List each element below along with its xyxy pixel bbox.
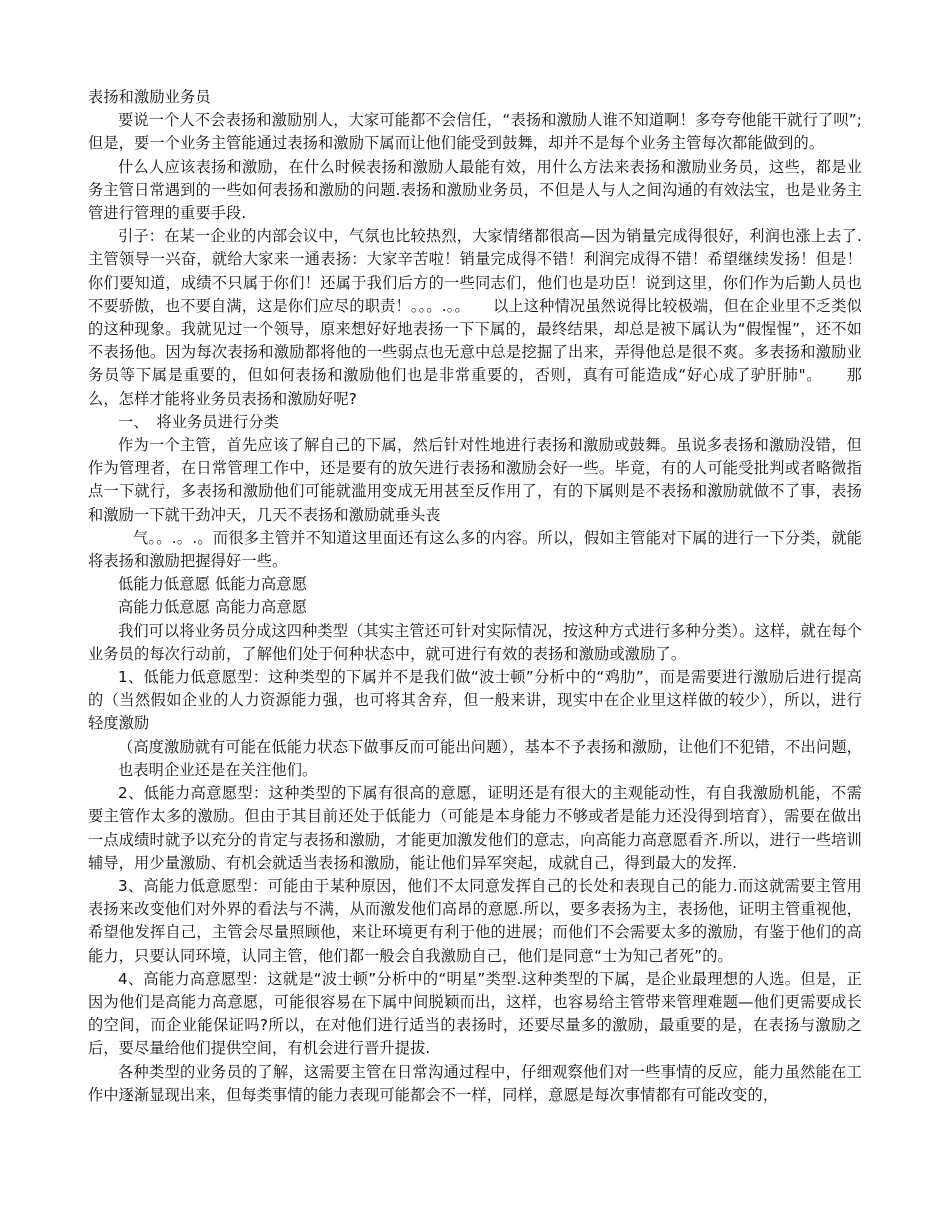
matrix-row-low-ability: 低能力低意愿 低能力高意愿	[118, 575, 308, 594]
paragraph-type-1: 1、低能力低意愿型：这种类型的下属并不是我们做“波士顿”分析中的“鸡肋”，而是需要进行激励后进行提高的（当然假如企业的人力资源能力强，也可将其舍弃，但一般来讲，现实中在企业里这样做的较少），所以，进行轻度激励	[88, 668, 862, 733]
paragraph-purpose: 什么人应该表扬和激励，在什么时候表扬和激励人最能有效，用什么方法来表扬和激励业务员，这些，都是业务主管日常遇到的一些如何表扬和激励的问题.表扬和激励业务员，不但是人与人之间沟通的有效法宝，也是业务主管进行管理的重要手段.	[88, 157, 862, 223]
section-heading-classify: 一、 将业务员进行分类	[118, 412, 280, 431]
matrix-row-high-ability: 高能力低意愿 高能力高意愿	[118, 598, 308, 617]
paragraph-four-types: 我们可以将业务员分成这四种类型（其实主管还可针对实际情况，按这种方式进行多种分类）。这样，就在每个业务员的每次行动前，了解他们处于何种状态中，就可进行有效的表扬和激励或激励了。	[88, 621, 862, 663]
document-body	[88, 86, 862, 1107]
paragraph-classify-continued: 气。。.。.。而很多主管并不知道这里面还有这么多的内容。所以，假如主管能对下属的进行一下分类，就能将表扬和激励把握得好一些。	[88, 528, 862, 571]
document-title: 表扬和激励业务员	[88, 88, 211, 106]
paragraph-type-1-continued: （高度激励就有可能在低能力状态下做事反而可能出问题），基本不予表扬和激励，让他们不犯错，不出问题，也表明企业还是在关注他们。	[118, 737, 862, 779]
paragraph-intro: 要说一个人不会表扬和激励别人，大家可能都不会信任，“表扬和激励人谁不知道啊！多夸夸他能干就行了呗”;但是，要一个业务主管能通过表扬和激励下属而让他们能受到鼓舞，却并不是每个业务主管每次都能做到的。	[88, 111, 862, 153]
paragraph-anecdote: 引子：在某一企业的内部会议中，气氛也比较热烈，大家情绪都很高—因为销量完成得很好，利润也涨上去了.主管领导一兴奋，就给大家来一通表扬：大家辛苦啦！销量完成得不错！利润完成得不错！希望继续发扬！但是！你们要知道，成绩不只属于你们！还属于我们后方的一些同志们，他们也是功臣！说到这里，你们作为后勤人员也不要骄傲，也不要自满，这是你们应尽的职责！。。。.。。 以上这种情况虽然说得比较极端，但在企业里不乏类似的这种现象。我就见过一个领导，原来想好好地表扬一下下属的，最终结果，却总是被下属认为“假惺惺”，还不如不表扬他。因为每次表扬和激励都将他的一些弱点也无意中总是挖掘了出来，弄得他总是很不爽。多表扬和激励业务员等下属是重要的，但如何表扬和激励他们也是非常重要的，否则，真有可能造成“好心成了驴肝肺"。 那么，怎样才能将业务员表扬和激励好呢?	[88, 227, 862, 408]
paragraph-type-2: 2、低能力高意愿型：这种类型的下属有很高的意愿，证明还是有很大的主观能动性，有自我激励机能，不需要主管作太多的激励。但由于其目前还处于低能力（可能是本身能力不够或者是能力还没得到培育），需要在做出一点成绩时就予以充分的肯定与表扬和激励，才能更加激发他们的意志，向高能力高意愿看齐.所以，进行一些培训辅导，用少量激励、有机会就适当表扬和激励，能让他们异军突起，成就自己，得到最大的发挥.	[88, 784, 862, 872]
paragraph-type-4: 4、高能力高意愿型：这就是“波士顿”分析中的“明星”类型.这种类型的下属，是企业最理想的人选。但是，正因为他们是高能力高意愿，可能很容易在下属中间脱颖而出，这样，也容易给主管带来管理难题—他们更需要成长的空间，而企业能保证吗?所以，在对他们进行适当的表扬时，还要尽量多的激励，最重要的是，在表扬与激励之后，要尽量给他们提供空间，有机会进行晋升提拔.	[88, 969, 862, 1058]
paragraph-classify-why: 作为一个主管，首先应该了解自己的下属，然后针对性地进行表扬和激励或鼓舞。虽说多表扬和激励没错，但作为管理者，在日常管理工作中，还是要有的放矢进行表扬和激励会好一些。毕竟，有的人可能受批判或者略微指点一下就行，多表扬和激励他们可能就滥用变成无用甚至反作用了，有的下属则是不表扬和激励就做不了事，表扬和激励一下就干劲冲天，几天不表扬和激励就垂头丧	[88, 436, 862, 524]
paragraph-type-3: 3、高能力低意愿型：可能由于某种原因，他们不太同意发挥自己的长处和表现自己的能力.而这就需要主管用表扬来改变他们对外界的看法与不满，从而激发他们高昂的意愿.所以，要多表扬为主，表扬他，证明主管重视他，希望他发挥自己，主管会尽量照顾他，来让环境更有利于他的进展；而他们不会需要太多的激励，有鉴于他们的高能力，只要认同环境，认同主管，他们都一般会自我激励自己，他们是同意“士为知己者死”的。	[88, 876, 862, 965]
paragraph-closing: 各种类型的业务员的了解，这需要主管在日常沟通过程中，仔细观察他们对一些事情的反应，能力虽然能在工作中逐渐显现出来，但每类事情的能力表现可能都会不一样，同样，意愿是每次事情都有可能改变的，	[88, 1062, 862, 1104]
